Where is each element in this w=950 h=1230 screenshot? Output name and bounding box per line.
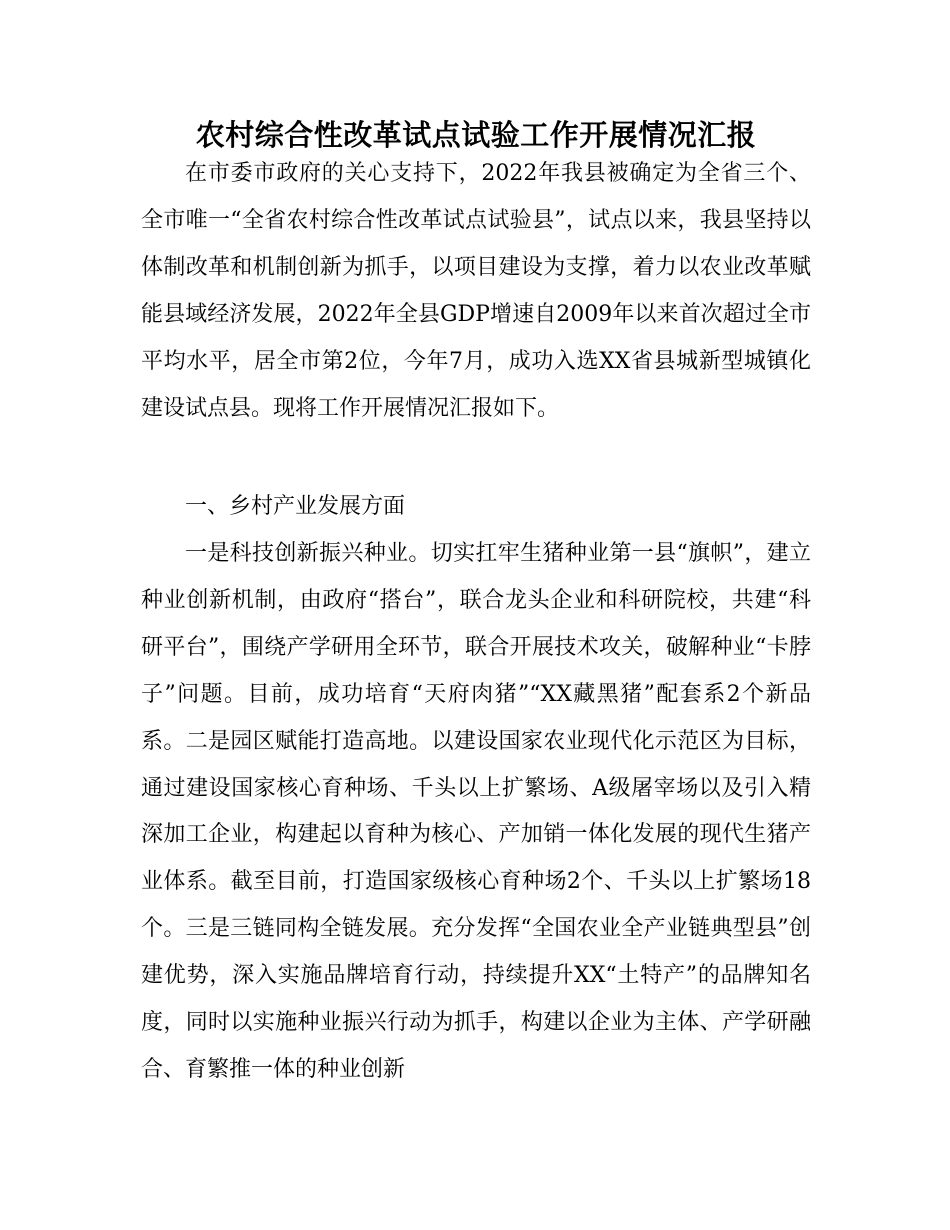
section-heading: 一、乡村产业发展方面 [185, 494, 406, 519]
section-body-paragraph: 一是科技创新振兴种业。切实扛牢生猪种业第一县“旗帜”，建立种业创新机制，由政府“搭台”，联合龙头企业和科研院校，共建“科研平台”，围绕产学研用全环节，联合开展技术攻关，破解种业“卡脖子”问题。目前，成功培育“天府肉猪”“XX藏黑猪”配套系2个新品系。二是园区赋能打造高地。以建设国家农业现代化示范区为目标，通过建设国家核心育种场、千头以上扩繁场、A级屠宰场以及引入精深加工企业，构建起以育种为核心、产加销一体化发展的现代生猪产业体系。截至目前，打造国家级核心育种场2个、千头以上扩繁场18个。三是三链同构全链发展。充分发挥“全国农业全产业链典型县”创建优势，深入实施品牌培育行动，持续提升XX“土特产”的品牌知名度，同时以实施种业振兴行动为抓手，构建以企业为主体、产学研融合、育繁推一体的种业创新 [141, 541, 811, 1082]
intro-paragraph: 在市委市政府的关心支持下，2022年我县被确定为全省三个、全市唯一“全省农村综合性改革试点试验县”，试点以来，我县坚持以体制改革和机制创新为抓手，以项目建设为支撑，着力以农业改革赋能县域经济发展，2022年全县GDP增速自2009年以来首次超过全市平均水平，居全市第2位，今年7月，成功入选XX省县城新型城镇化建设试点县。现将工作开展情况汇报如下。 [141, 161, 811, 421]
document-title: 农村综合性改革试点试验工作开展情况汇报 [195, 118, 757, 152]
